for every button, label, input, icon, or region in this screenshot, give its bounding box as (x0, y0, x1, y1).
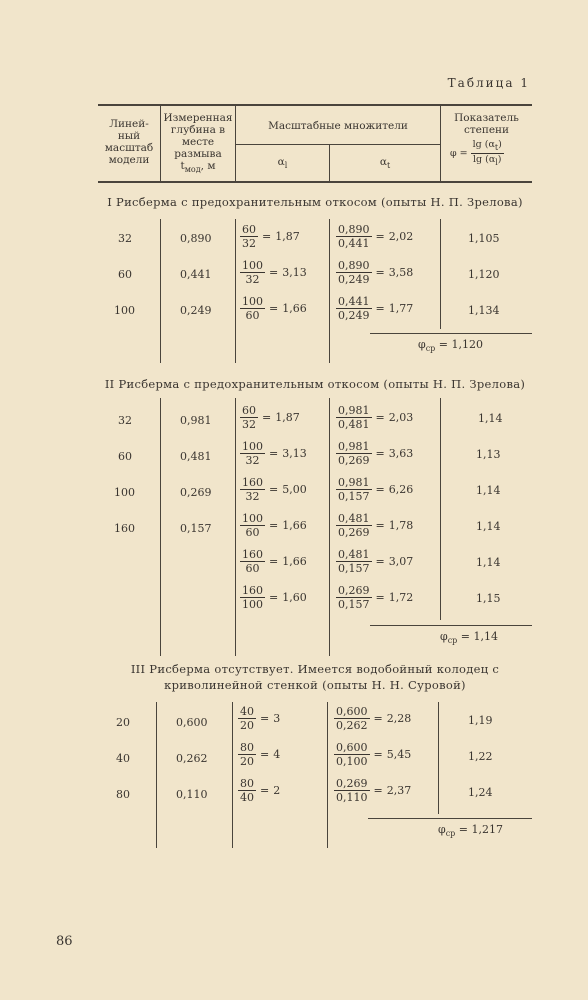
phi-cell: 1,24 (468, 786, 493, 799)
equals-sign: = (375, 447, 385, 460)
alpha-l-cell (240, 512, 307, 539)
section-1-divider-1 (160, 219, 161, 363)
alpha-l-value: 4 (273, 748, 281, 761)
average-phi: $\varphi_{ср} = 1,217$ (438, 823, 504, 838)
depth-cell: 0,269 (180, 486, 212, 499)
alpha-t-fraction (336, 440, 372, 467)
section-2-divider-4 (440, 398, 441, 620)
scale-cell: 100 (114, 304, 135, 317)
alpha-l-value: 1,87 (275, 411, 300, 424)
section-3-divider-3 (327, 702, 328, 848)
alpha-l-value: 1,66 (282, 519, 307, 532)
alpha-l-value: 3,13 (282, 447, 307, 460)
fraction-denominator: 60 (245, 526, 260, 539)
alpha-l-value: 3 (273, 712, 281, 725)
fraction-numerator: 0,981 (338, 476, 370, 489)
alpha-t-value: 2,28 (386, 712, 412, 725)
alpha-t-cell (336, 440, 413, 467)
alpha-l-cell (240, 259, 307, 286)
equals-sign: = (269, 302, 279, 315)
phi-formula-den-text: lg (α (472, 154, 496, 165)
alpha-t-value: 3,58 (388, 266, 414, 279)
fraction-denominator: 0,110 (336, 791, 368, 804)
alpha-t-value: 3,07 (388, 555, 414, 568)
phi-formula-lhs: φ = (450, 148, 468, 159)
section-1-title: I Рисберма с предохранительным откосом (опыты Н. П. Зрелова) (107, 195, 523, 209)
header-alpha-t-sym: α (379, 156, 387, 168)
section-2-divider-3 (329, 398, 330, 656)
alpha-l-value: 1,66 (282, 555, 307, 568)
scale-cell: 60 (118, 268, 132, 281)
fraction-numerator: 0,981 (338, 440, 370, 453)
alpha-t-fraction (334, 705, 370, 732)
section-3-divider-2 (232, 702, 233, 848)
fraction-denominator: 0,481 (338, 418, 370, 431)
alpha-l-cell (240, 584, 307, 611)
equals-sign: = (373, 748, 383, 761)
alpha-l-cell (240, 223, 300, 250)
fraction-numerator: 0,600 (336, 705, 368, 718)
average-rule (370, 333, 532, 334)
avg-value: 1,120 (451, 338, 484, 351)
alpha-t-value: 1,72 (388, 591, 414, 604)
fraction-numerator: 0,269 (336, 777, 368, 790)
depth-cell: 0,600 (176, 716, 208, 729)
page-number: 86 (56, 934, 73, 949)
alpha-l-cell (238, 777, 280, 804)
alpha-l-cell (240, 476, 307, 503)
depth-cell: 0,890 (180, 232, 212, 245)
equals-sign: = (373, 712, 383, 725)
phi-cell: 1,134 (468, 304, 500, 317)
section-3-divider-1 (156, 702, 157, 848)
equals-sign: = (269, 447, 279, 460)
equals-sign: = (375, 266, 385, 279)
fraction-denominator: 20 (240, 755, 254, 768)
fraction-numerator: 0,600 (336, 741, 368, 754)
fraction-numerator: 0,890 (338, 259, 370, 272)
alpha-l-value: 1,66 (282, 302, 307, 315)
fraction-numerator: 0,481 (338, 548, 370, 561)
depth-cell: 0,157 (180, 522, 212, 535)
subheader-rule (236, 144, 440, 145)
alpha-t-cell (336, 548, 413, 575)
scale-cell: 100 (114, 486, 135, 499)
fraction-denominator: 0,157 (338, 562, 370, 575)
alpha-t-cell (336, 512, 413, 539)
phi-cell: 1,14 (476, 484, 501, 497)
phi-cell: 1,13 (476, 448, 501, 461)
fraction-denominator: 32 (242, 418, 256, 431)
alpha-t-cell (336, 584, 413, 611)
alpha-l-fraction (240, 476, 265, 503)
avg-value: 1,217 (471, 823, 504, 836)
depth-cell: 0,441 (180, 268, 212, 281)
alpha-l-cell (238, 705, 280, 732)
scale-cell: 32 (118, 232, 132, 245)
table-title: Таблица 1 (447, 76, 530, 90)
header-depth-unit: , м (200, 160, 216, 172)
header-alpha-t (330, 156, 440, 172)
scale-cell: 40 (116, 752, 130, 765)
alpha-t-fraction (336, 476, 372, 503)
fraction-numerator: 160 (242, 548, 263, 561)
depth-cell: 0,481 (180, 450, 212, 463)
alpha-l-fraction (238, 777, 256, 804)
section-1-divider-2 (235, 219, 236, 363)
phi-formula-den (471, 154, 504, 168)
alpha-l-fraction (238, 705, 256, 732)
alpha-t-cell (334, 741, 411, 768)
alpha-l-fraction (240, 512, 265, 539)
alpha-t-value: 1,77 (388, 302, 414, 315)
section-1-divider-4 (440, 219, 441, 329)
alpha-t-cell (336, 476, 413, 503)
header-exponent: Показатель степени (454, 112, 519, 136)
fraction-denominator: 0,100 (336, 755, 368, 768)
fraction-numerator: 160 (242, 476, 263, 489)
alpha-t-fraction (334, 741, 370, 768)
header-phi-formula (450, 139, 504, 168)
equals-sign: = (375, 230, 385, 243)
alpha-t-cell (336, 404, 413, 431)
equals-sign: = (269, 266, 279, 279)
phi-formula-num-sub: t (494, 143, 499, 152)
header-depth (162, 112, 234, 176)
scale-cell: 80 (116, 788, 130, 801)
avg-sub: ср (425, 344, 436, 353)
equals-sign: = (375, 411, 385, 424)
alpha-t-value: 5,45 (386, 748, 412, 761)
header-divider-1 (160, 106, 161, 181)
alpha-t-fraction (336, 512, 372, 539)
alpha-l-cell (240, 440, 307, 467)
phi-cell: 1,105 (468, 232, 500, 245)
alpha-l-fraction (240, 295, 265, 322)
alpha-t-cell (334, 705, 411, 732)
alpha-l-fraction (240, 404, 258, 431)
fraction-denominator: 32 (245, 490, 260, 503)
fraction-denominator: 0,249 (338, 309, 370, 322)
avg-label: φ (438, 823, 446, 836)
fraction-denominator: 32 (245, 273, 260, 286)
alpha-t-fraction (336, 548, 372, 575)
alpha-l-cell (240, 295, 307, 322)
phi-cell: 1,22 (468, 750, 493, 763)
section-3-title-line-1: III Рисберма отсутствует. Имеется водобойный колодец с (130, 662, 500, 676)
fraction-denominator: 0,157 (338, 598, 370, 611)
scale-cell: 160 (114, 522, 135, 535)
fraction-numerator: 100 (242, 440, 263, 453)
phi-formula-num-end: ) (498, 139, 502, 150)
phi-cell: 1,14 (476, 520, 501, 533)
equals-sign: = (269, 483, 279, 496)
alpha-t-fraction (336, 584, 372, 611)
alpha-l-cell (238, 741, 280, 768)
fraction-numerator: 100 (242, 295, 263, 308)
scale-cell: 60 (118, 450, 132, 463)
equals-sign: = (375, 519, 385, 532)
alpha-t-fraction (336, 295, 372, 322)
fraction-numerator: 100 (242, 512, 263, 525)
avg-sub: ср (445, 829, 456, 838)
fraction-numerator: 0,441 (338, 295, 370, 308)
header-alpha-l-sym: α (277, 156, 285, 168)
section-2-divider-1 (160, 398, 161, 656)
avg-value: 1,14 (473, 630, 499, 643)
alpha-t-cell (334, 777, 411, 804)
section-2-divider-2 (235, 398, 236, 656)
avg-sub: ср (447, 636, 458, 645)
alpha-l-value: 1,87 (275, 230, 300, 243)
equals-sign: = (373, 784, 383, 797)
phi-formula-den-end: ) (497, 154, 502, 165)
fraction-numerator: 60 (242, 404, 256, 417)
phi-cell: 1,14 (476, 556, 501, 569)
alpha-t-cell (336, 259, 413, 286)
avg-label: φ (440, 630, 448, 643)
fraction-numerator: 80 (240, 777, 254, 790)
header-bottom-rule (98, 181, 532, 183)
alpha-l-fraction (240, 259, 265, 286)
equals-sign: = (375, 591, 385, 604)
phi-cell: 1,14 (478, 412, 503, 425)
phi-cell: 1,19 (468, 714, 493, 727)
fraction-denominator: 0,249 (338, 273, 370, 286)
alpha-l-fraction (240, 223, 258, 250)
alpha-t-cell (336, 223, 413, 250)
alpha-t-cell (336, 295, 413, 322)
alpha-t-fraction (336, 223, 372, 250)
depth-cell: 0,110 (176, 788, 208, 801)
alpha-l-fraction (240, 548, 265, 575)
scale-cell: 32 (118, 414, 132, 427)
alpha-l-value: 5,00 (282, 483, 307, 496)
fraction-numerator: 0,481 (338, 512, 370, 525)
depth-cell: 0,262 (176, 752, 208, 765)
alpha-l-cell (240, 548, 307, 575)
phi-formula-den-sub: l (495, 158, 498, 167)
header-scale: Линей-ный масштаб модели (104, 118, 154, 166)
table-top-rule (98, 104, 532, 106)
fraction-denominator: 60 (245, 562, 260, 575)
equals-sign: = (269, 591, 279, 604)
section-3-divider-4 (438, 702, 439, 814)
alpha-l-value: 3,13 (282, 266, 307, 279)
fraction-numerator: 60 (242, 223, 256, 236)
alpha-t-fraction (336, 404, 372, 431)
alpha-t-value: 2,03 (388, 411, 414, 424)
fraction-numerator: 100 (242, 259, 263, 272)
fraction-denominator: 0,269 (338, 526, 370, 539)
fraction-denominator: 100 (242, 598, 263, 611)
header-depth-text: Измеренная глубина в месте размыва t (163, 112, 233, 172)
equals-sign: = (260, 712, 270, 725)
fraction-numerator: 40 (240, 705, 254, 718)
equals-sign: = (269, 519, 279, 532)
equals-sign: = (262, 411, 272, 424)
depth-cell: 0,981 (180, 414, 212, 427)
average-phi: $\varphi_{ср} = 1,120$ (418, 338, 484, 353)
avg-label: φ (418, 338, 426, 351)
header-scale-factors: Масштабные множители (268, 120, 408, 132)
fraction-denominator: 0,441 (338, 237, 370, 250)
average-rule (370, 625, 532, 626)
alpha-l-value: 1,60 (282, 591, 307, 604)
fraction-numerator: 0,981 (338, 404, 370, 417)
fraction-denominator: 40 (240, 791, 254, 804)
alpha-t-value: 1,78 (388, 519, 414, 532)
phi-cell: 1,120 (468, 268, 500, 281)
section-2-title: II Рисберма с предохранительным откосом (опыты Н. П. Зрелова) (104, 377, 526, 391)
fraction-denominator: 60 (245, 309, 260, 322)
phi-cell: 1,15 (476, 592, 501, 605)
header-alpha-l (236, 156, 329, 172)
phi-formula-num-text: lg (α (472, 139, 495, 150)
alpha-t-fraction (336, 259, 372, 286)
scale-cell: 20 (116, 716, 130, 729)
fraction-denominator: 0,269 (338, 454, 370, 467)
fraction-numerator: 0,269 (338, 584, 370, 597)
header-alpha-l-sub: l (284, 161, 288, 170)
average-phi: $\varphi_{ср} = 1,14$ (440, 630, 499, 645)
alpha-t-value: 3,63 (388, 447, 414, 460)
alpha-t-value: 2,37 (386, 784, 412, 797)
equals-sign: = (269, 555, 279, 568)
fraction-denominator: 20 (240, 719, 254, 732)
equals-sign: = (375, 555, 385, 568)
alpha-l-value: 2 (273, 784, 281, 797)
equals-sign: = (262, 230, 272, 243)
fraction-numerator: 0,890 (338, 223, 370, 236)
section-3-title-line-2: криволинейной стенкой (опыты Н. Н. Суровой) (164, 678, 466, 692)
header-depth-sub: мод (184, 165, 201, 174)
fraction-numerator: 80 (240, 741, 254, 754)
average-rule (368, 818, 532, 819)
alpha-l-fraction (238, 741, 256, 768)
fraction-denominator: 0,157 (338, 490, 370, 503)
phi-formula-fraction (471, 139, 504, 168)
header-alpha-t-sub: t (386, 161, 391, 170)
fraction-denominator: 32 (242, 237, 256, 250)
phi-formula-num (471, 139, 504, 154)
alpha-t-value: 6,26 (388, 483, 414, 496)
alpha-t-fraction (334, 777, 370, 804)
equals-sign: = (375, 302, 385, 315)
depth-cell: 0,249 (180, 304, 212, 317)
fraction-denominator: 32 (245, 454, 260, 467)
equals-sign: = (260, 748, 270, 761)
equals-sign: = (260, 784, 270, 797)
alpha-l-cell (240, 404, 300, 431)
alpha-l-fraction (240, 440, 265, 467)
equals-sign: = (375, 483, 385, 496)
fraction-denominator: 0,262 (336, 719, 368, 732)
fraction-numerator: 160 (242, 584, 263, 597)
section-1-divider-3 (329, 219, 330, 363)
alpha-t-value: 2,02 (388, 230, 414, 243)
alpha-l-fraction (240, 584, 265, 611)
